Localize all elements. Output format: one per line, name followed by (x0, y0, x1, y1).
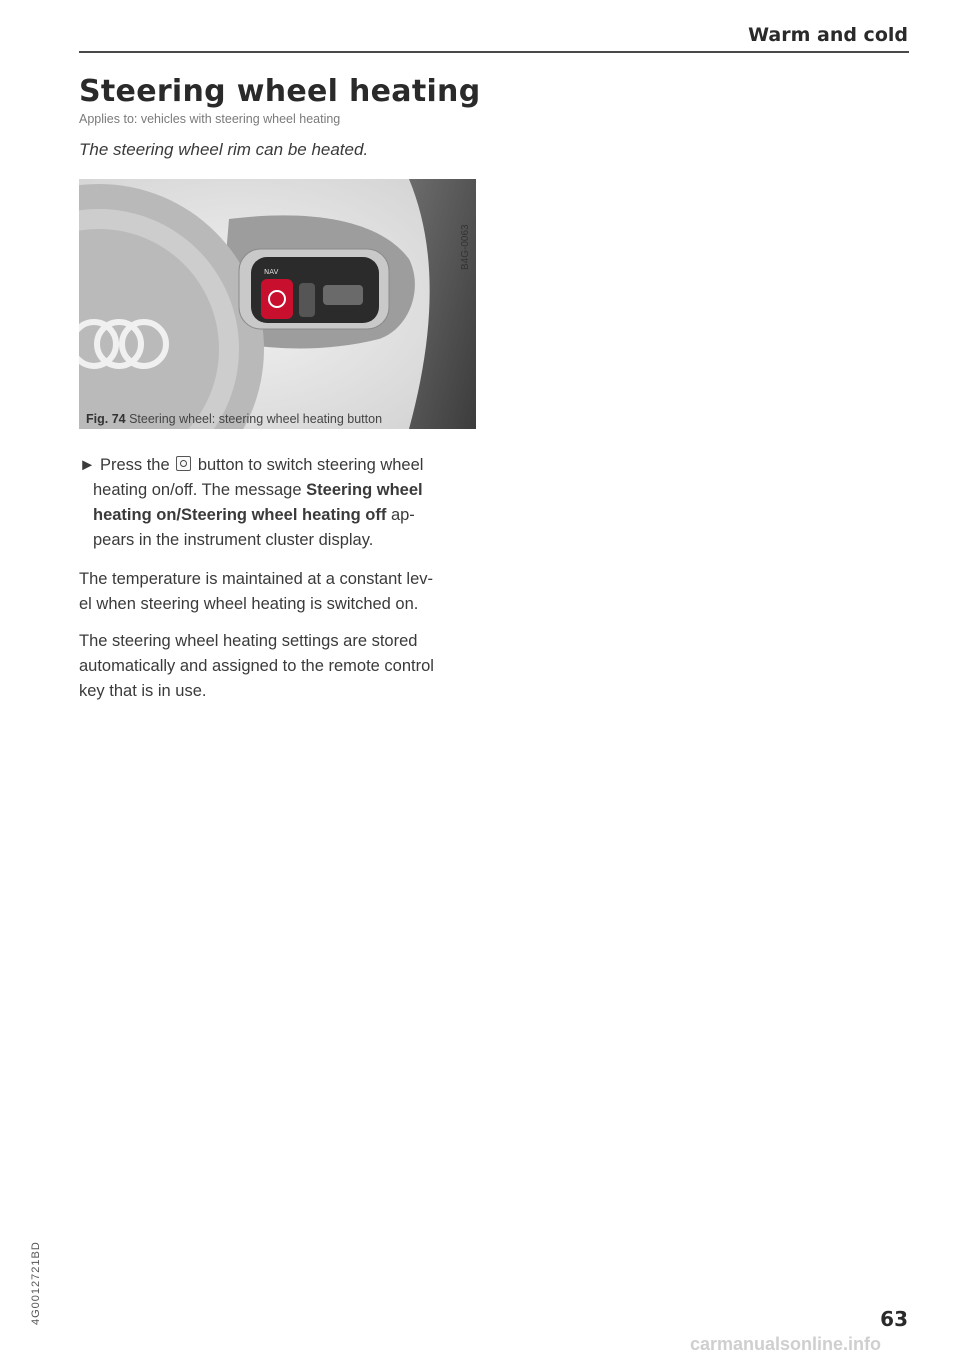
applies-to-note: Applies to: vehicles with steering wheel heating (79, 112, 341, 126)
figure-caption-text: Steering wheel: steering wheel heating button (129, 412, 383, 426)
paragraph-settings: The steering wheel heating settings are stored automatically and assigned to the remote control key that is in use. (79, 632, 434, 700)
figure-caption-label: Fig. 74 (86, 412, 126, 426)
steering-wheel-figure (79, 179, 476, 429)
page-heading: Steering wheel heating (79, 74, 481, 109)
figure-code: B4G-0063 (460, 224, 471, 270)
bullet-marker: ► (79, 456, 96, 474)
document-code: 4G0012721BD (30, 1241, 42, 1325)
intro-text: The steering wheel rim can be heated. (79, 140, 369, 159)
steering-wheel-illustration (79, 179, 476, 429)
steering-wheel-heating-icon (176, 456, 191, 471)
paragraph-temperature: The temperature is maintained at a constant lev- el when steering wheel heating is switched on. (79, 570, 434, 613)
header-rule (79, 51, 909, 53)
figure-caption (86, 412, 382, 426)
page-number: 63 (880, 1307, 908, 1331)
nav-button-label: NAV (264, 268, 279, 276)
instruction-step: ► Press the button to switch steering wheel heating on/off. The message Steering wheel heating on/Steering wheel heating off ap- pears in the instrument cluster display. (79, 456, 424, 549)
watermark: carmanualsonline.info (690, 1334, 882, 1354)
section-title: Warm and cold (748, 24, 908, 46)
